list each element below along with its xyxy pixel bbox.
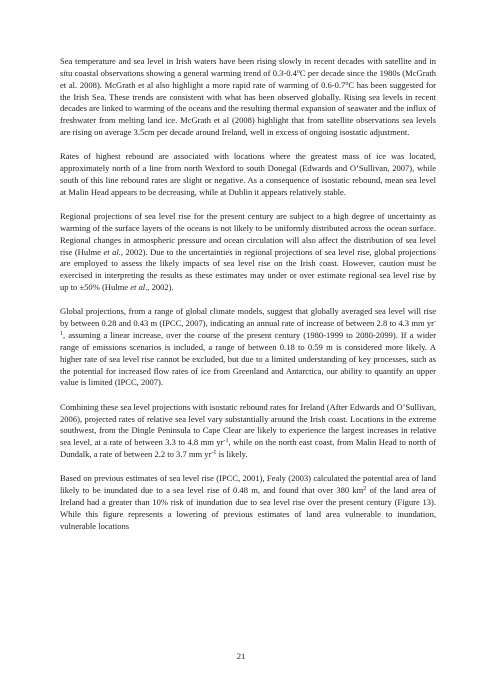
text-run: Global projections, from a range of global climate models, suggest that globally averaged sea level will rise by between 0.28 and 0.43 m (IPCC, 2007), indicating an annual rate of increase of between 2.8 to 4.3 mm yr: [60, 306, 436, 329]
text-run: is likely.: [216, 449, 248, 460]
text-run: of the land area of Ireland had a greater than 10% risk of inundation due to sea level rise over the present century (Figure 13). While this figure represents a lowering of previous estimates of land area vulnerable to inundation, vulnerable locations: [60, 485, 436, 531]
text-run: C has been suggested for the Irish Sea. These trends are consistent with what has been observed globally. Rising sea levels in recent decades are linked to warming of the oceans and the resulting thermal expansion of seawater and the influx of freshwater from melting land ice. McGrath et al (2008) highlight that from satellite observations sea levels are rising on average 3.5cm per decade around Ireland, well in excess of ongoing isostatic adjustment.: [60, 79, 436, 138]
superscript: -1: [60, 319, 436, 338]
text-run: C per decade since the 1980s (McGrath et al. 2008). McGrath et al also highlight a more rapid rate of warming of 0.6-0.7: [60, 67, 436, 90]
paragraph-regional-projections: [60, 211, 436, 294]
paragraph-combined-projections: [60, 402, 436, 461]
paragraph-rebound: Rates of highest rebound are associated with locations where the greatest mass of ice was located, approximately north of a line from north Wexford to south Donegal (Edwards and O’Sullivan, 2007), while south of this line rebound rates are slight or negative. As a consequence of isostatic rebound, mean sea level at Malin Head appears to be decreasing, while at Dublin it appears relatively stable.: [60, 151, 436, 197]
page-number: 21: [236, 651, 246, 661]
text-run: , while on the north east coast, from Malin Head to north of Dundalk, a rate of between 2.2 to 3.7 mm yr: [60, 437, 436, 460]
text-run: Regional projections of sea level rise for the present century are subject to a high degree of uncertainty as warming of the surface layers of the oceans is not likely to be uniformly distributed across the ocean surface. Regional changes in atmospheric pressure and ocean circulation will also affect the distribution of sea level rise (Hulme: [60, 211, 436, 257]
paragraph-sea-temperature: [60, 56, 436, 139]
superscript: o: [296, 68, 300, 75]
paragraph-inundation: [60, 473, 436, 532]
text-run: Sea temperature and sea level in Irish waters have been rising slowly in recent decades with satellite and in situ coastal observations showing a general warming trend of 0.3-0.4: [60, 56, 436, 78]
body-text: [60, 56, 436, 545]
paragraph-global-projections: [60, 306, 436, 389]
superscript: -1: [211, 450, 217, 457]
text-run: , assuming a linear increase, over the course of the present century (1980-1999 to 2080-2099). If a wider range of emissions scenarios is included, a range of between 0.18 to 0.59 m is considered more likely. A higher rate of sea level rise cannot be excluded, but due to a limited understanding of key processes, such as the potential for increased flow rates of ice from Greenland and Antarctica, our ability to quantify an upper value is limited (IPCC, 2007).: [60, 330, 436, 388]
superscript: o: [345, 80, 349, 87]
superscript: 2: [363, 486, 367, 493]
text-run: Combining these sea level projections with isostatic rebound rates for Ireland (After Edwards and O’Sullivan, 2006), projected rates of relative sea level vary substantially around the Irish coast. Locations in the extreme southwest, from the Dingle Peninsula to Cape Clear are likely to experience the largest increases in relative sea level, at a rate of between 3.3 to 4.8 mm yr: [60, 401, 436, 448]
superscript: -1: [223, 438, 229, 445]
italic-text: et al: [130, 282, 146, 293]
text-run: , 2002). Due to the uncertainties in regional projections of sea level rise, global projections are employed to assess the likely impacts of sea level rise on the Irish coast. However, caution must be exercised in interpreting the results as these estimates may under or over estimate regional sea level rise by up to ±50% (Hulme: [60, 246, 437, 293]
text-run: Based on previous estimates of sea level rise (IPCC, 2001), Fealy (2003) calculated the potential area of land likely to be inundated due to a sea level rise of 0.48 m, and found that over 380 km: [60, 473, 436, 496]
italic-text: et al.: [103, 246, 121, 257]
text-run: ., 2002).: [145, 282, 174, 293]
